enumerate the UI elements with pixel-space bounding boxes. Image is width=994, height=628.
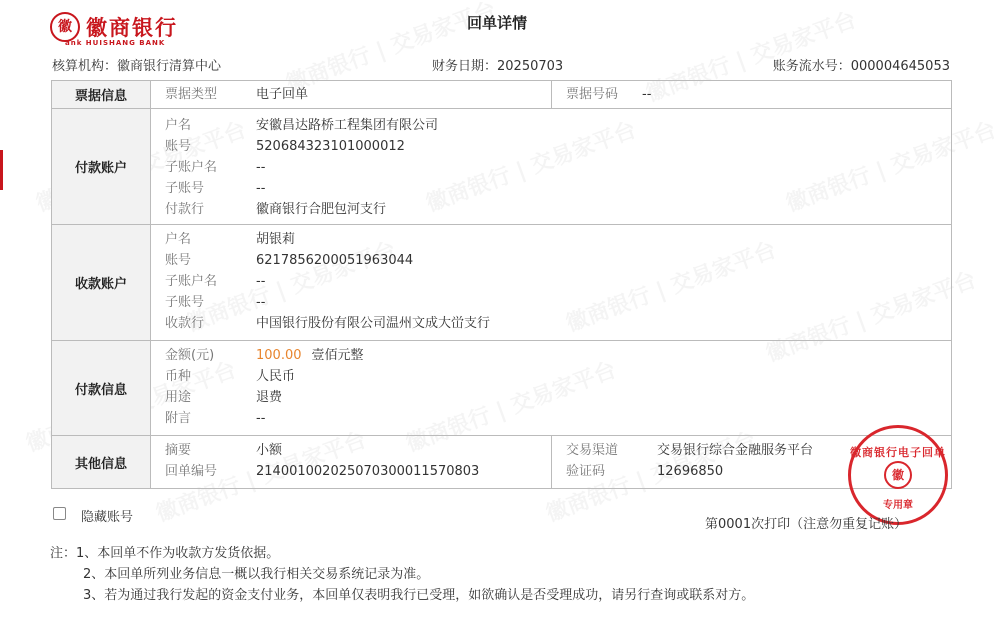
- ticket-no-value: --: [642, 87, 652, 102]
- ticket-type-label: 票据类型: [165, 87, 218, 102]
- amount-label: 金额(元): [165, 348, 215, 363]
- payee-section-label: 收款账户: [52, 225, 151, 341]
- org-info: [52, 55, 221, 74]
- ticket-section-label: 票据信息: [52, 81, 151, 109]
- page-header: [0, 0, 994, 48]
- hide-account-checkbox[interactable]: [53, 507, 66, 520]
- payee-sub-name-label: 子账户名: [165, 274, 218, 289]
- bank-stamp: [848, 425, 948, 525]
- serial-label: 账务流水号：: [772, 59, 851, 74]
- print-info: 第0001次打印（注意勿重复记账）: [705, 517, 908, 532]
- receipt-table: [51, 80, 952, 489]
- serial-info: [773, 55, 950, 74]
- ticket-type-cell: [151, 81, 552, 109]
- hide-account-label[interactable]: 隐藏账号: [81, 510, 134, 525]
- remark-label: 附言: [165, 411, 192, 426]
- summary-label: 摘要: [165, 443, 192, 458]
- payer-bank-value: 徽商银行合肥包河支行: [256, 202, 387, 217]
- payee-acct-label: 账号: [165, 253, 192, 268]
- payer-bank-label: 付款行: [165, 202, 205, 217]
- stamp-logo-icon: 徽: [884, 461, 912, 489]
- payer-row: [52, 109, 952, 225]
- purpose-label: 用途: [165, 390, 192, 405]
- ticket-no-label: 票据号码: [566, 87, 619, 102]
- receipt-no-value: 2140010020250703000115​70803: [256, 464, 480, 479]
- note-3: 3、若为通过我行发起的资金支付业务，本回单仅表明我行已受理，如欲确认是否受理成功，请另行查询或联系对方。: [83, 588, 755, 603]
- bank-name-en: ank HUISHANG BANK: [65, 39, 166, 47]
- channel-value: 交易银行综合金融服务平台: [657, 443, 814, 458]
- verify-label: 验证码: [566, 464, 606, 479]
- date-label: 财务日期：: [432, 59, 498, 74]
- bank-logo-icon: 徽: [50, 12, 80, 42]
- ticket-no-cell: [552, 81, 952, 109]
- payer-acct-value: 520684323101000012: [256, 139, 405, 154]
- payer-name-label: 户名: [165, 118, 192, 133]
- other-row: [52, 436, 952, 489]
- receipt-no-label: 回单编号: [165, 464, 218, 479]
- org-label: 核算机构：: [52, 59, 118, 74]
- summary-value: 小额: [256, 443, 283, 458]
- date-value: 20250703: [497, 59, 564, 74]
- amount-cn-value: 壹佰元整: [311, 348, 364, 363]
- payer-sub-name-label: 子账户名: [165, 160, 218, 175]
- payment-row: [52, 341, 952, 436]
- payee-name-label: 户名: [165, 232, 192, 247]
- payee-row: [52, 225, 952, 341]
- note-1: 注：1、本回单不作为收款方发货依据。: [50, 546, 280, 561]
- payment-details: [151, 341, 952, 436]
- notes: [50, 543, 754, 606]
- ticket-type-value: 电子回单: [256, 87, 309, 102]
- bank-name-cn: 徽商银行: [86, 16, 178, 40]
- currency-value: 人民币: [256, 369, 296, 384]
- payer-sub-acct-value: --: [256, 181, 266, 196]
- remark-value: --: [256, 411, 266, 426]
- payee-sub-acct-value: --: [256, 295, 266, 310]
- other-left-cell: [151, 436, 552, 489]
- payee-acct-value: 6217856200051963044: [256, 253, 414, 268]
- payment-section-label: 付款信息: [52, 341, 151, 436]
- serial-value: 000004645053: [850, 59, 950, 74]
- payee-details: [151, 225, 952, 341]
- note-2: 2、本回单所列业务信息一概以我行相关交易系统记录为准。: [83, 567, 430, 582]
- amount-value: 100.00: [256, 348, 302, 363]
- payee-sub-name-value: --: [256, 274, 266, 289]
- payer-sub-name-value: --: [256, 160, 266, 175]
- payee-sub-acct-label: 子账号: [165, 295, 205, 310]
- payee-bank-label: 收款行: [165, 316, 205, 331]
- other-section-label: 其他信息: [52, 436, 151, 489]
- org-value: 徽商银行清算中心: [117, 59, 222, 74]
- verify-value: 12696850: [657, 464, 724, 479]
- channel-label: 交易渠道: [566, 443, 619, 458]
- stamp-bottom-text: 专用章: [883, 500, 913, 511]
- date-info: [432, 55, 563, 74]
- payer-sub-acct-label: 子账号: [165, 181, 205, 196]
- purpose-value: 退费: [256, 390, 283, 405]
- payee-name-value: 胡银莉: [256, 232, 296, 247]
- currency-label: 币种: [165, 369, 192, 384]
- payee-bank-value: 中国银行股份有限公司温州文成大峃支行: [256, 316, 491, 331]
- ticket-row: [52, 81, 952, 109]
- payer-name-value: 安徽昌达路桥工程集团有限公司: [256, 118, 439, 133]
- amount-group: [256, 345, 364, 366]
- stamp-top-text: 徽商银行电子回单: [850, 446, 946, 459]
- left-edge-marker: [0, 150, 3, 190]
- payer-section-label: 付款账户: [52, 109, 151, 225]
- payer-acct-label: 账号: [165, 139, 192, 154]
- page-title: 回单详情: [466, 14, 527, 32]
- payer-details: [151, 109, 952, 225]
